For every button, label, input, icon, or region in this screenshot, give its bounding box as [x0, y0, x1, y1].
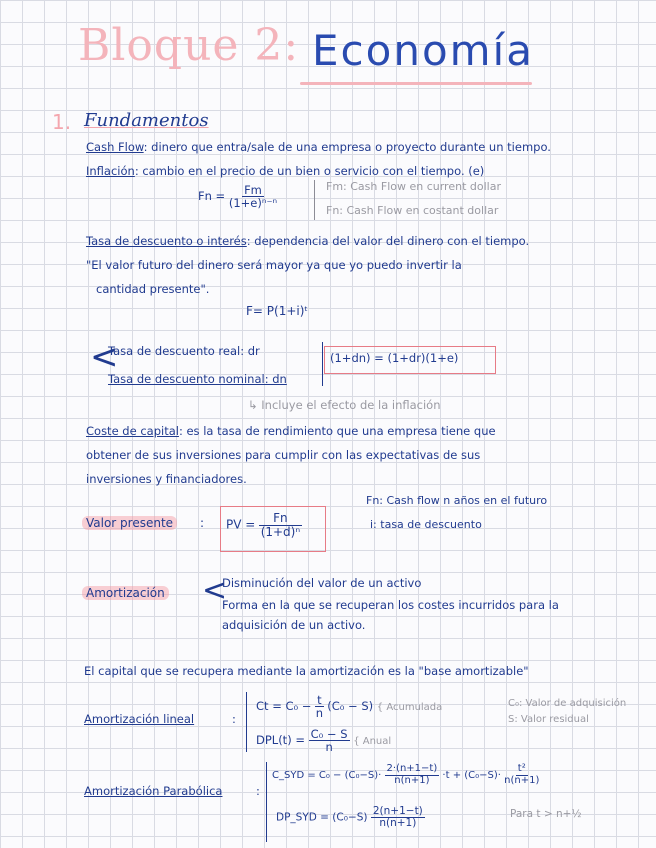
vp-formula: [226, 512, 302, 538]
parabolica-eq1-mid: ·t + (C₀−S)·: [442, 770, 501, 781]
parabolica-eq1-f1: [385, 764, 440, 786]
descuento-line: [86, 234, 529, 248]
capital-line: El capital que se recupera mediante la amortización es la "base amortizable": [84, 664, 529, 678]
inflacion-line: [86, 164, 484, 178]
inflacion-den: (1+e)ⁿ⁻ⁿ: [228, 196, 278, 211]
descuento-real: Tasa de descuento real: dr: [108, 344, 260, 358]
coste-term: Coste de capital: [86, 424, 179, 438]
descuento-term: Tasa de descuento o interés: [86, 234, 247, 248]
lineal-eq2-note: { Anual: [353, 736, 392, 748]
parabolica-eq1-f1-num: 2·(n+1−t): [386, 763, 438, 774]
parabolica-eq-2: [276, 806, 425, 829]
vp-fraction: [259, 512, 302, 538]
amortizacion-def-2: Forma en la que se recuperan los costes incurridos para la: [222, 598, 559, 612]
cashflow-term: Cash Flow: [86, 140, 144, 154]
lineal-eq1-den: n: [315, 706, 323, 721]
vp-num: Fn: [259, 512, 302, 526]
amortizacion-label: Amortización: [82, 586, 169, 600]
section-number: 1.: [52, 110, 72, 134]
cashflow-def: : dinero que entra/sale de una empresa o proyecto durante un tiempo.: [143, 140, 551, 154]
title-underline: [300, 82, 532, 85]
lineal-eq2-den: n: [325, 740, 333, 755]
parabolica-eq2-fraction: [371, 806, 425, 829]
descuento-bracket-right: [318, 342, 323, 386]
vp-den: (1+d)ⁿ: [260, 524, 301, 539]
section-title: Fundamentos: [84, 110, 209, 131]
descuento-quote-2: cantidad presente".: [96, 282, 210, 296]
descuento-nominal: Tasa de descuento nominal: dn: [108, 372, 287, 386]
parabolica-eq1-lhs: C_SYD = C₀ − (C₀−S)·: [272, 770, 382, 781]
descuento-relation: (1+dn) = (1+dr)(1+e): [330, 351, 459, 365]
vp-note-2: i: tasa de descuento: [370, 518, 482, 531]
inflacion-term: Inflación: [86, 164, 135, 178]
lineal-eq2-num: C₀ − S: [310, 727, 348, 741]
vp-colon: :: [200, 516, 205, 530]
lineal-eq2-fraction: [309, 728, 350, 753]
parabolica-label: Amortización Parabólica: [84, 784, 223, 798]
parabolica-brace: [266, 762, 271, 842]
inflacion-note-1: Fm: Cash Flow en current dollar: [326, 180, 501, 193]
lineal-eq1-lhs: Ct = C₀ −: [256, 699, 312, 714]
lineal-eq1-rhs: (C₀ − S): [327, 699, 374, 714]
inflacion-fraction: [229, 184, 277, 209]
vp-note-1: Fn: Cash flow n años en el futuro: [366, 494, 548, 507]
descuento-bracket-left: <: [90, 337, 119, 377]
lineal-legend-1: C₀: Valor de adquisición: [508, 698, 627, 709]
amortizacion-bracket: <: [202, 573, 228, 608]
title-bloque: Bloque 2:: [78, 20, 300, 71]
lineal-label: Amortización lineal: [84, 712, 195, 726]
coste-text-1: : es la tasa de rendimiento que una empresa tiene que: [178, 424, 496, 438]
descuento-note: ↳ Incluye el efecto de la inflación: [248, 398, 441, 412]
parabolica-colon: :: [256, 784, 260, 798]
parabolica-eq1-f1-den: n(n+1): [394, 774, 430, 786]
inflacion-formula: [198, 184, 277, 209]
cashflow-line: [86, 140, 551, 154]
lineal-eq2-lhs: DPL(t) =: [256, 733, 305, 748]
coste-line-2: obtener de sus inversiones para cumplir con las expectativas de sus: [86, 448, 481, 462]
parabolica-eq-1: [272, 764, 539, 786]
descuento-quote-1: "El valor futuro del dinero será mayor ya que yo puedo invertir la: [86, 258, 462, 272]
descuento-def: : dependencia del valor del dinero con el tiempo.: [246, 234, 530, 248]
inflacion-brace: [314, 180, 321, 220]
vp-lhs: PV =: [226, 517, 256, 532]
inflacion-formula-lhs: Fn =: [198, 189, 226, 204]
parabolica-note: Para t > n+½: [510, 808, 582, 820]
parabolica-eq2-num: 2(n+1−t): [372, 805, 423, 817]
vp-label: Valor presente: [82, 516, 177, 530]
parabolica-eq1-f2-num: t²: [517, 763, 526, 774]
lineal-eq1-note: { Acumulada: [376, 702, 443, 714]
inflacion-num: Fm: [244, 183, 262, 197]
coste-line-3: inversiones y financiadores.: [86, 472, 247, 486]
title-economia: Economía: [312, 26, 534, 75]
lineal-eq-1: [256, 694, 442, 719]
lineal-eq1-num: t: [317, 693, 322, 707]
parabolica-eq2-den: n(n+1): [379, 817, 417, 830]
lineal-eq-2: [256, 728, 391, 753]
inflacion-def: : cambio en el precio de un bien o servicio con el tiempo. (e): [134, 164, 485, 178]
lineal-eq1-fraction: [315, 694, 324, 719]
coste-line-1: [86, 424, 496, 438]
amortizacion-def-3: adquisición de un activo.: [222, 618, 366, 632]
parabolica-eq2-lhs: DP_SYD = (C₀−S): [276, 811, 368, 824]
amortizacion-def-1: Disminución del valor de un activo: [222, 576, 422, 590]
lineal-brace: [246, 692, 251, 752]
lineal-legend-2: S: Valor residual: [508, 714, 589, 725]
descuento-formula: F= P(1+i)ᵗ: [246, 304, 308, 318]
parabolica-eq1-f2-den: n(n+1): [504, 774, 540, 786]
lineal-colon: :: [232, 712, 236, 726]
parabolica-eq1-f2: [504, 764, 539, 786]
inflacion-note-2: Fn: Cash Flow en costant dollar: [326, 204, 499, 217]
